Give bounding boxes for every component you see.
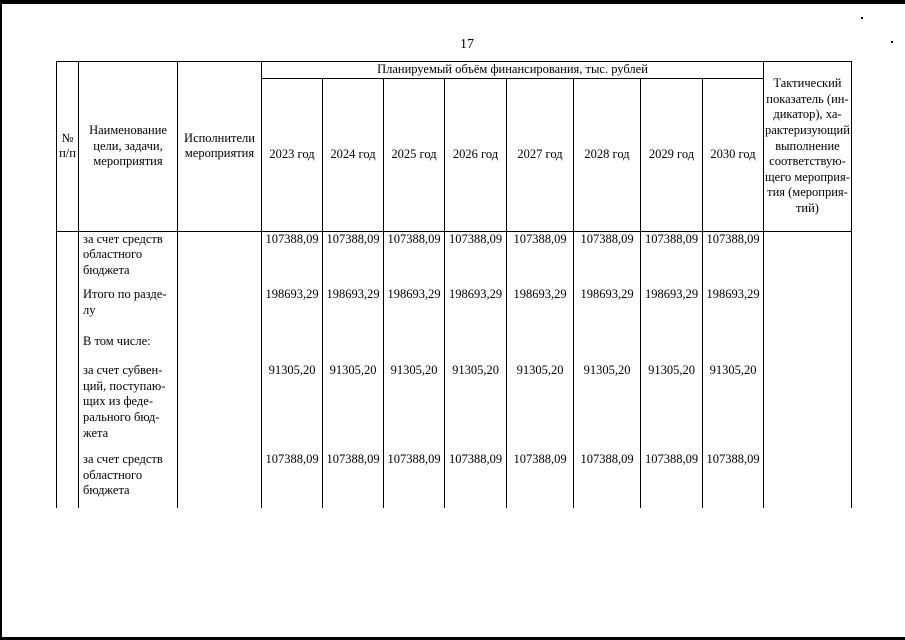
scan-speck — [861, 17, 863, 19]
header-year: 2030 год — [703, 78, 764, 231]
header-num: № п/п — [57, 62, 79, 232]
table-row — [57, 334, 852, 363]
row-value: 107388,09 — [507, 452, 574, 508]
scan-border-left — [0, 0, 2, 640]
row-name: Итого по разде-лу — [79, 287, 178, 334]
row-value: 91305,20 — [574, 363, 641, 452]
row-value: 107388,09 — [445, 452, 507, 508]
row-value: 91305,20 — [641, 363, 703, 452]
header-indicator: Тактический показатель (ин-дикатор), ха-рактеризующий выполнение соответствую-щего мероприя-тия (мероприя-тий) — [764, 62, 852, 232]
row-value: 198693,29 — [703, 287, 764, 334]
header-year: 2024 год — [323, 78, 384, 231]
row-value: 107388,09 — [262, 231, 323, 287]
table-row — [57, 363, 852, 452]
header-year: 2023 год — [262, 78, 323, 231]
row-value: 107388,09 — [574, 452, 641, 508]
row-name: за счет средств областного бюджета — [79, 452, 178, 508]
row-value: 107388,09 — [323, 452, 384, 508]
page-number: 17 — [460, 37, 474, 52]
row-value: 107388,09 — [641, 231, 703, 287]
row-value: 91305,20 — [262, 363, 323, 452]
row-name: за счет субвен-ций, поступаю-щих из феде-рального бюд-жета — [79, 363, 178, 452]
row-value: 198693,29 — [445, 287, 507, 334]
row-value: 107388,09 — [445, 231, 507, 287]
header-funding: Планируемый объём финансирования, тыс. рублей — [262, 62, 764, 79]
row-value: 198693,29 — [641, 287, 703, 334]
header-year: 2026 год — [445, 78, 507, 231]
table-row — [57, 231, 852, 287]
row-value: 107388,09 — [703, 231, 764, 287]
financing-table — [56, 61, 852, 508]
row-value: 107388,09 — [641, 452, 703, 508]
row-value: 198693,29 — [323, 287, 384, 334]
header-executors: Исполнители мероприятия — [178, 62, 262, 232]
header-year: 2029 год — [641, 78, 703, 231]
row-value: 91305,20 — [703, 363, 764, 452]
row-name: В том числе: — [79, 334, 178, 363]
header-year: 2025 год — [384, 78, 445, 231]
row-value: 91305,20 — [445, 363, 507, 452]
scan-speck — [891, 41, 893, 43]
row-value: 107388,09 — [262, 452, 323, 508]
row-value: 198693,29 — [262, 287, 323, 334]
header-year: 2028 год — [574, 78, 641, 231]
header-name: Наименование цели, задачи, мероприятия — [79, 62, 178, 232]
table-row — [57, 452, 852, 508]
row-value: 107388,09 — [574, 231, 641, 287]
row-value: 198693,29 — [574, 287, 641, 334]
row-value: 107388,09 — [507, 231, 574, 287]
row-name: за счет средств областного бюджета — [79, 231, 178, 287]
row-value: 107388,09 — [703, 452, 764, 508]
row-value: 107388,09 — [384, 231, 445, 287]
row-value: 198693,29 — [507, 287, 574, 334]
row-value: 91305,20 — [323, 363, 384, 452]
row-value: 107388,09 — [323, 231, 384, 287]
row-value: 91305,20 — [384, 363, 445, 452]
row-value: 198693,29 — [384, 287, 445, 334]
row-value: 91305,20 — [507, 363, 574, 452]
header-year: 2027 год — [507, 78, 574, 231]
row-value: 107388,09 — [384, 452, 445, 508]
scan-border-top — [0, 0, 905, 4]
table-row — [57, 287, 852, 334]
